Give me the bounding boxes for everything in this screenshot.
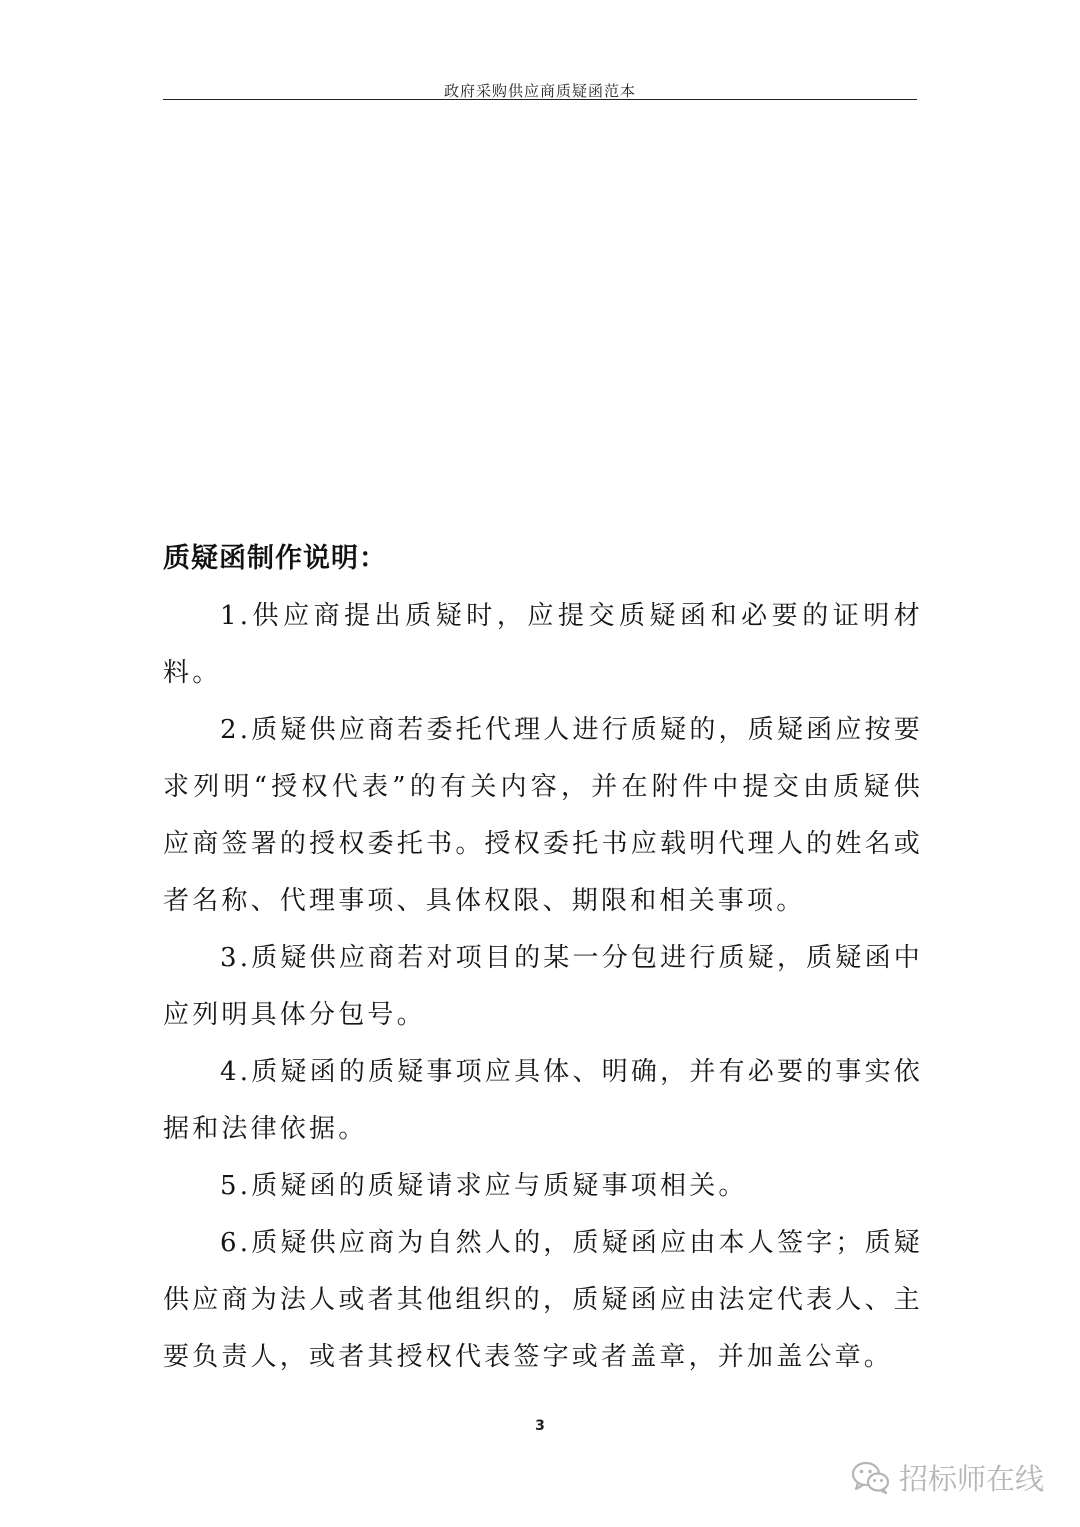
wechat-icon — [851, 1461, 891, 1495]
instruction-paragraph-4: 4.质疑函的质疑事项应具体、明确，并有必要的事实依据和法律依据。 — [163, 1057, 923, 1144]
header-divider — [163, 99, 917, 100]
instruction-paragraph-5: 5.质疑函的质疑请求应与质疑事项相关。 — [220, 1171, 748, 1201]
instruction-paragraph-6: 6.质疑供应商为自然人的，质疑函应由本人签字；质疑供应商为法人或者其他组织的，质疑函应由法定代表人、主要负责人，或者其授权代表签字或者盖章，并加盖公章。 — [163, 1228, 923, 1372]
instruction-paragraph-3: 3.质疑供应商若对项目的某一分包进行质疑，质疑函中应列明具体分包号。 — [163, 943, 923, 1030]
instruction-paragraph-2: 2.质疑供应商若委托代理人进行质疑的，质疑函应按要求列明“授权代表”的有关内容，并在附件中提交由质疑供应商签署的授权委托书。授权委托书应载明代理人的姓名或者名称、代理事项、具体权限、期限和相关事项。 — [163, 715, 923, 916]
instruction-paragraph-1: 1.供应商提出质疑时，应提交质疑函和必要的证明材料。 — [163, 601, 923, 688]
running-header-title: 政府采购供应商质疑函范本 — [443, 82, 636, 100]
section-heading: 质疑函制作说明： — [163, 543, 387, 574]
watermark — [851, 1457, 1044, 1498]
watermark-text: 招标师在线 — [898, 1462, 1044, 1496]
page-number: 3 — [535, 1418, 545, 1434]
instructions-body — [163, 588, 923, 1386]
